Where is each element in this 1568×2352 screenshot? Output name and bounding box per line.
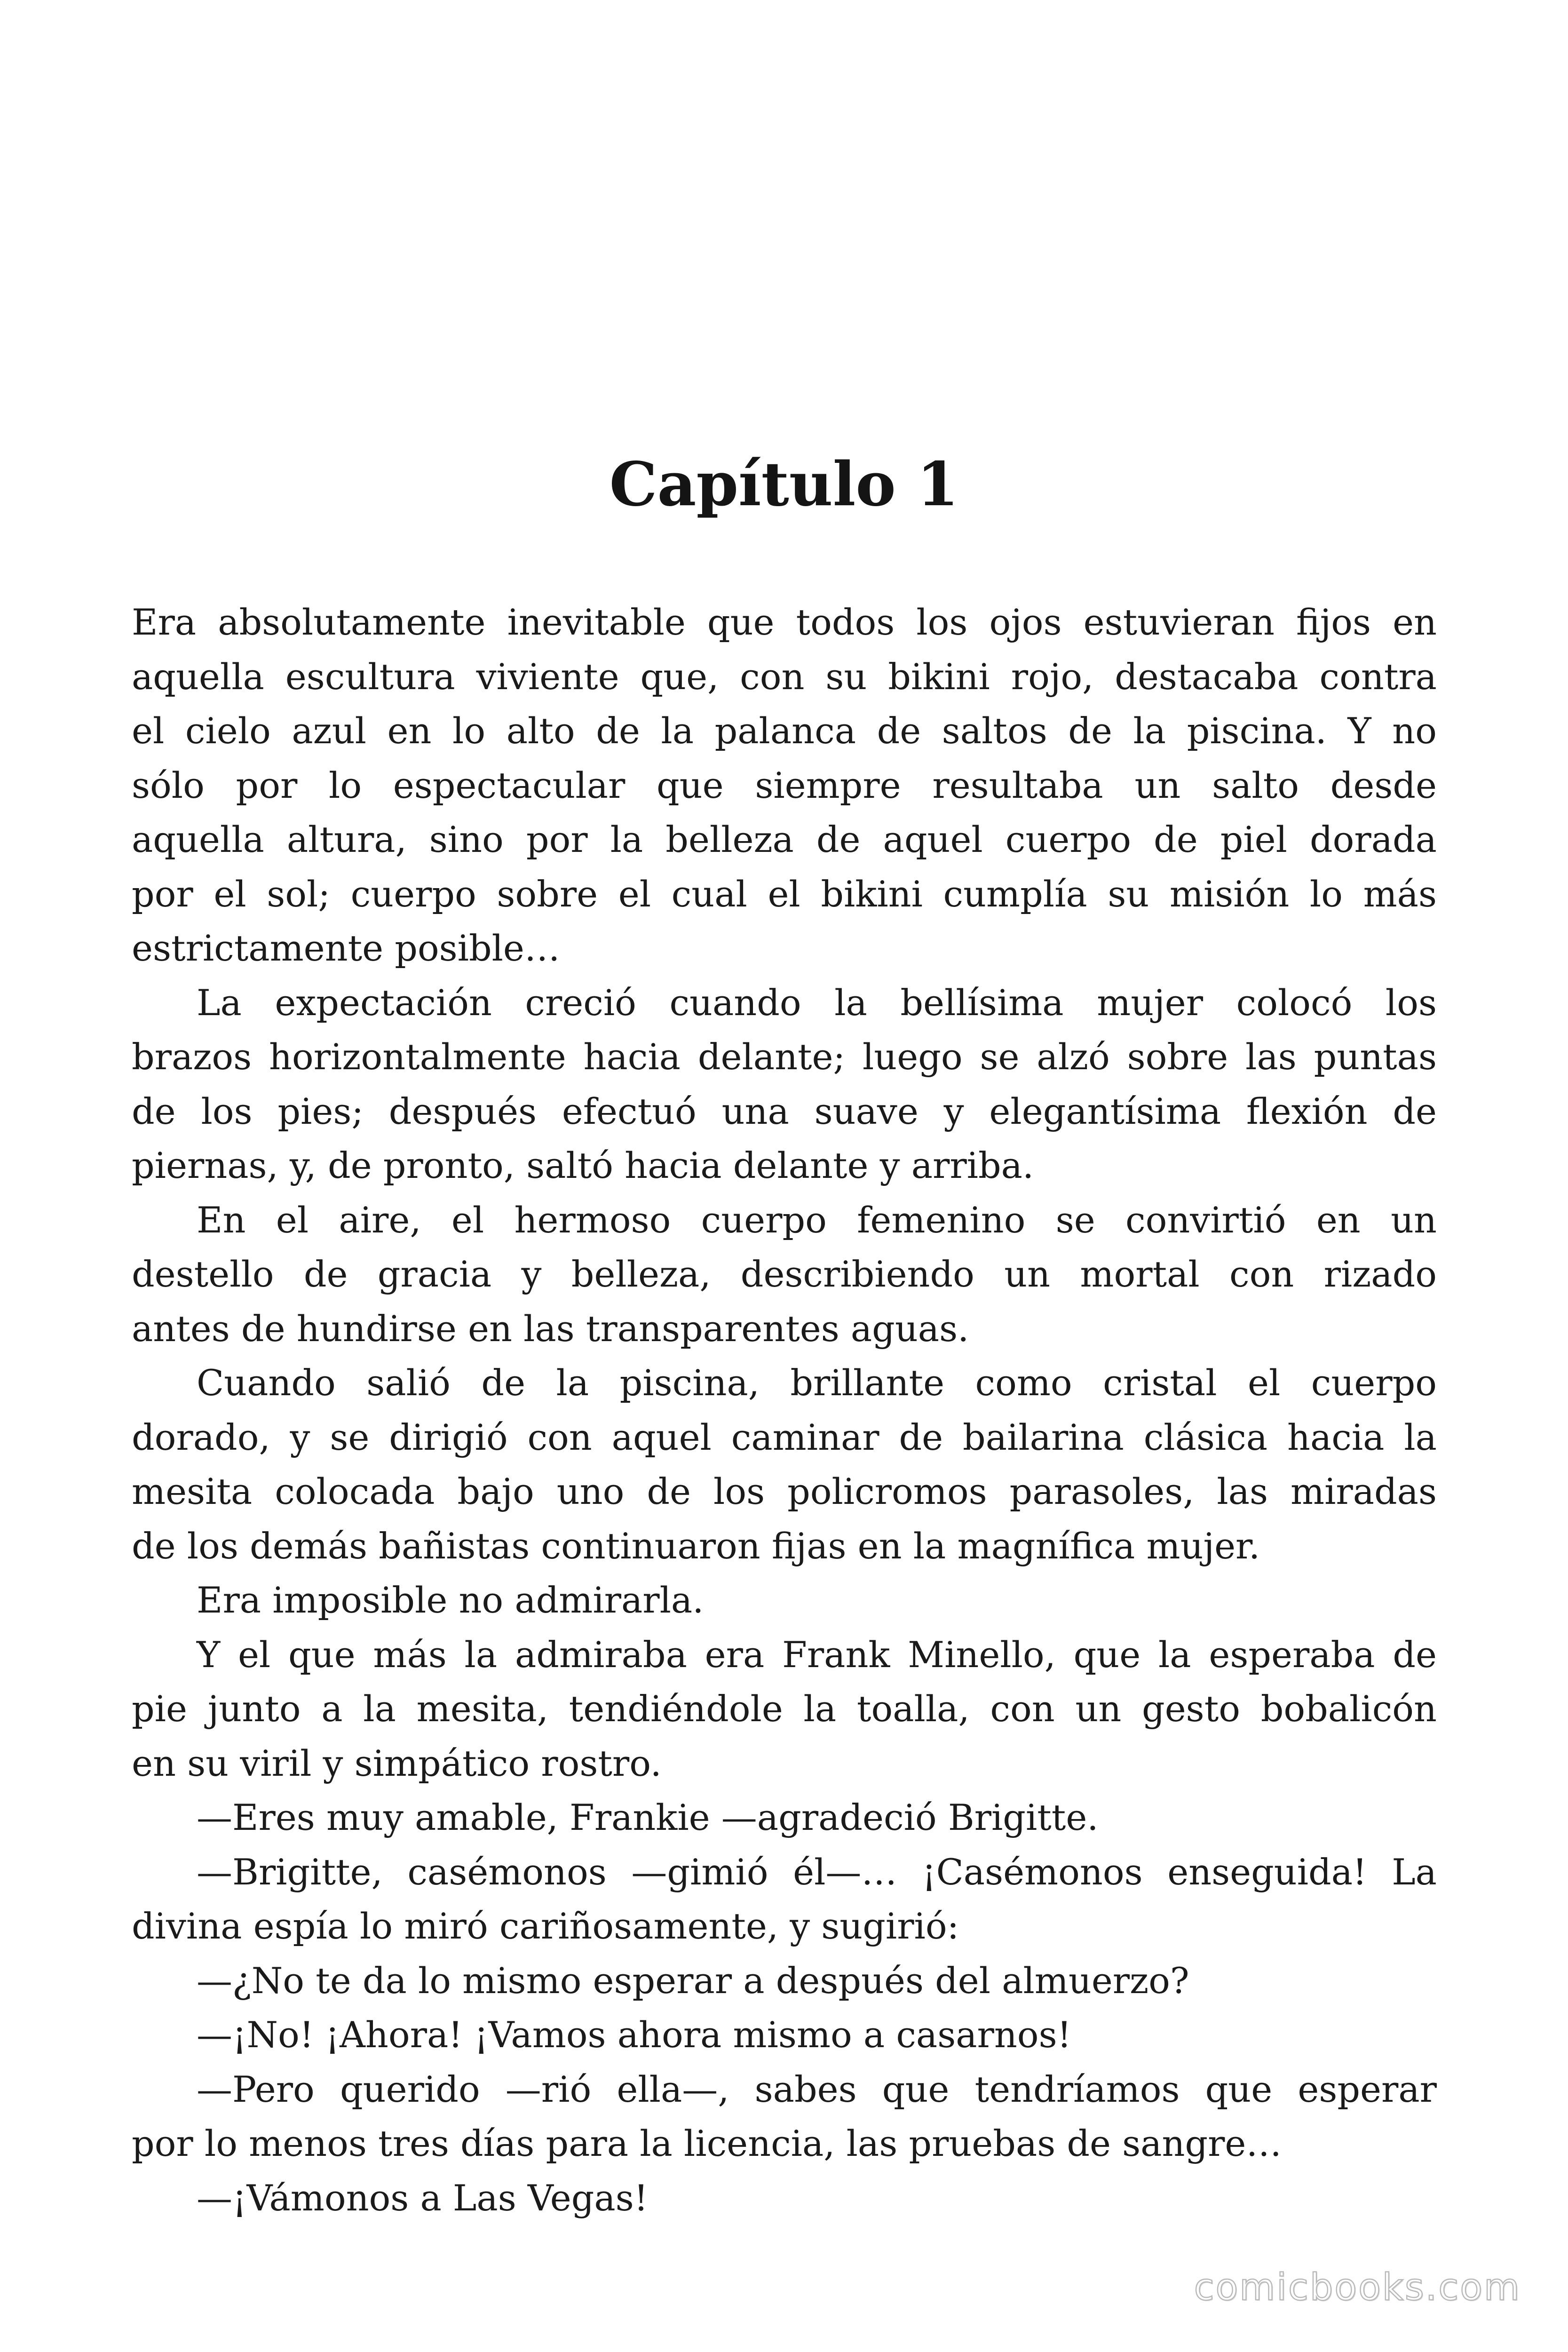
text-line: dorado, y se dirigió con aquel caminar de bailarina clásica hacia la xyxy=(132,1416,1437,1458)
text-line: divina espía lo miró cariñosamente, y sugirió: xyxy=(132,1905,959,1947)
text-line: estrictamente posible… xyxy=(132,927,560,969)
text-line: de los demás bañistas continuaron fijas en la magnífica mujer. xyxy=(132,1525,1260,1567)
paragraph xyxy=(132,2062,1437,2171)
text-line: sólo por lo espectacular que siempre resultaba un salto desde xyxy=(132,764,1437,806)
text-line: —Brigitte, casémonos —gimió él—… ¡Casémonos enseguida! La xyxy=(197,1851,1437,1893)
text-line: por el sol; cuerpo sobre el cual el bikini cumplía su misión lo más xyxy=(132,873,1437,915)
paragraph xyxy=(132,1628,1437,1791)
chapter-body-text xyxy=(132,595,1437,2225)
site-watermark: comicbooks.com xyxy=(1194,2266,1521,2309)
text-line: Era imposible no admirarla. xyxy=(197,1579,704,1621)
paragraph xyxy=(132,1790,1437,1845)
text-line: el cielo azul en lo alto de la palanca de saltos de la piscina. Y no xyxy=(132,710,1437,752)
paragraph xyxy=(132,976,1437,1193)
text-line: pie junto a la mesita, tendiéndole la toalla, con un gesto bobalicón xyxy=(132,1688,1437,1730)
text-line: de los pies; después efectuó una suave y elegantísima flexión de xyxy=(132,1090,1437,1132)
paragraph xyxy=(132,1193,1437,1356)
text-line: mesita colocada bajo uno de los policromos parasoles, las miradas xyxy=(132,1470,1437,1512)
text-line: piernas, y, de pronto, saltó hacia delante y arriba. xyxy=(132,1144,1034,1186)
text-line: —¿No te da lo mismo esperar a después del almuerzo? xyxy=(197,1959,1189,2002)
text-line: —Eres muy amable, Frankie —agradeció Brigitte. xyxy=(197,1796,1099,1838)
text-line: aquella altura, sino por la belleza de aquel cuerpo de piel dorada xyxy=(132,818,1437,860)
text-line: La expectación creció cuando la bellísima mujer colocó los xyxy=(197,981,1437,1024)
text-line: —¡Vámonos a Las Vegas! xyxy=(197,2177,649,2219)
text-line: destello de gracia y belleza, describiendo un mortal con rizado xyxy=(132,1253,1437,1295)
text-line: por lo menos tres días para la licencia, las pruebas de sangre… xyxy=(132,2122,1282,2164)
text-line: —Pero querido —rió ella—, sabes que tendríamos que esperar xyxy=(197,2068,1437,2110)
text-line: aquella escultura viviente que, con su bikini rojo, destacaba contra xyxy=(132,655,1437,698)
paragraph xyxy=(132,1573,1437,1628)
text-line: brazos horizontalmente hacia delante; luego se alzó sobre las puntas xyxy=(132,1036,1437,1078)
paragraph xyxy=(132,1845,1437,1954)
text-line: Y el que más la admiraba era Frank Minello, que la esperaba de xyxy=(197,1633,1437,1676)
paragraph xyxy=(132,2008,1437,2062)
text-line: Cuando salió de la piscina, brillante como cristal el cuerpo xyxy=(197,1362,1437,1404)
paragraph xyxy=(132,1954,1437,2008)
chapter-title: Capítulo 1 xyxy=(609,449,959,520)
text-line: —¡No! ¡Ahora! ¡Vamos ahora mismo a casarnos! xyxy=(197,2014,1072,2056)
paragraph xyxy=(132,595,1437,976)
text-line: En el aire, el hermoso cuerpo femenino se convirtió en un xyxy=(197,1199,1437,1241)
text-line: en su viril y simpático rostro. xyxy=(132,1742,662,1784)
paragraph xyxy=(132,1356,1437,1573)
text-line: antes de hundirse en las transparentes aguas. xyxy=(132,1307,969,1350)
paragraph xyxy=(132,2171,1437,2225)
text-line: Era absolutamente inevitable que todos los ojos estuvieran fijos en xyxy=(132,601,1437,643)
